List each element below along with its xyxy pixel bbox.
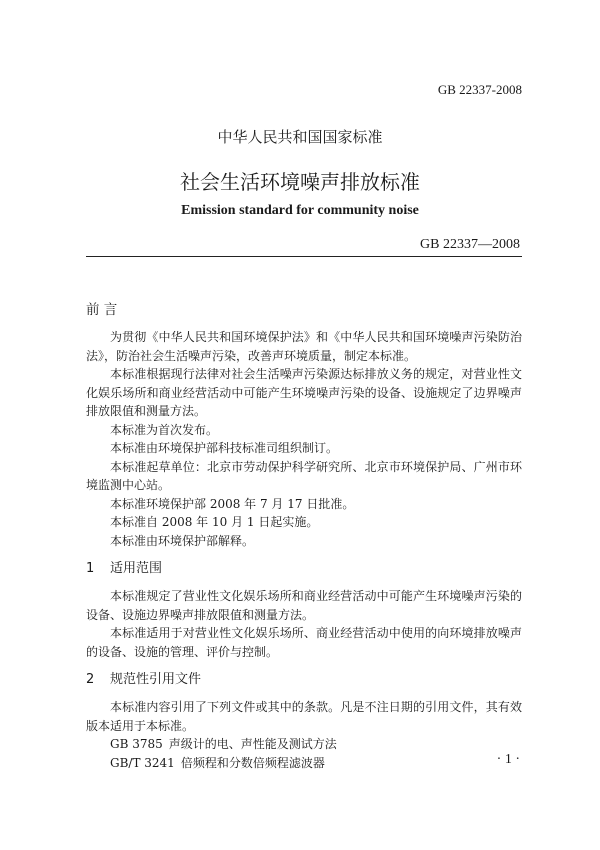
foreword-paragraph: 本标准根据现行法律对社会生活噪声污染源达标排放义务的规定，对营业性文化娱乐场所和商业经营活动中可能产生环境噪声污染的设备、设施规定了边界噪声排放限值和测量方法。: [86, 367, 522, 418]
english-title: Emission standard for community noise: [181, 203, 419, 218]
reference-name: 声级计的电、声性能及测试方法: [168, 737, 337, 751]
section-1-paragraph: 本标准规定了营业性文化娱乐场所和商业经营活动中可能产生环境噪声污染的设备、设施边界噪声排放限值和测量方法。: [86, 589, 522, 622]
reference-name: 倍频程和分数倍频程滤波器: [180, 755, 325, 770]
section-1-heading: [86, 559, 522, 579]
section-number: 1: [86, 561, 95, 576]
reference-item: [86, 735, 522, 754]
foreword-paragraph: 本标准起草单位：北京市劳动保护科学研究所、北京市环境保护局、广州市环境监测中心站。: [86, 459, 522, 492]
standard-type: 中华人民共和国国家标准: [217, 128, 383, 146]
section-2-heading: [86, 670, 522, 690]
foreword-paragraph: 本标准自 2008 年 10 月 1 日起实施。: [110, 515, 319, 529]
page-title: 社会生活环境噪声排放标准: [180, 170, 420, 194]
section-title: 适用范围: [110, 561, 163, 576]
foreword-heading: 前 言: [86, 302, 118, 318]
section-number: 2: [86, 672, 95, 687]
reference-code: GB 3785: [110, 737, 163, 751]
foreword-paragraph: 为贯彻《中华人民共和国环境保护法》和《中华人民共和国环境噪声污染防治法》，防治社会生活噪声污染，改善声环境质量，制定本标准。: [86, 330, 522, 363]
foreword-paragraph: 本标准由环境保护部解释。: [110, 533, 255, 548]
section-2-paragraph: 本标准内容引用了下列文件或其中的条款。凡是不注日期的引用文件，其有效版本适用于本标准。: [86, 700, 522, 733]
page-number: · 1 ·: [496, 752, 520, 767]
standard-code: GB 22337—2008: [420, 237, 520, 252]
section-1-paragraph: 本标准适用于对营业性文化娱乐场所、商业经营活动中使用的向环境排放噪声的设备、设施的管理、评价与控制。: [86, 626, 522, 659]
top-standard-code: GB 22337-2008: [437, 82, 522, 97]
foreword-paragraph: 本标准为首次发布。: [110, 422, 219, 437]
foreword-paragraph: 本标准由环境保护部科技标准司组织制订。: [110, 441, 339, 455]
divider: [86, 256, 522, 257]
reference-item: [86, 754, 522, 773]
section-title: 规范性引用文件: [110, 672, 202, 687]
document-body: [86, 300, 522, 772]
foreword-paragraph: 本标准环境保护部 2008 年 7 月 17 日批准。: [110, 496, 355, 511]
reference-code: GB/T 3241: [110, 755, 175, 770]
